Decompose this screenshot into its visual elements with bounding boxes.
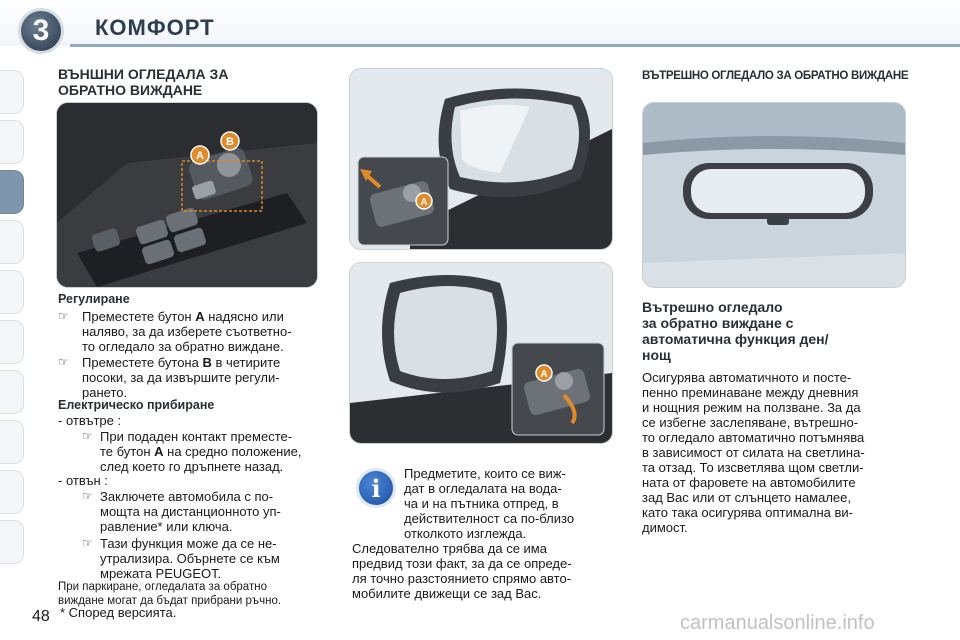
adjust-item-2: ☞ Преместете бутона B в четирите посоки, за да извършите регули- рането. (58, 355, 281, 400)
label-a: A (196, 150, 204, 162)
mirror-photo-top (349, 68, 613, 250)
page-number: 48 (32, 608, 50, 625)
pointing-hand-icon: ☞ (58, 355, 69, 369)
info-note-indented: Предметите, които се виж- дат в огледалата на вода- ча и на пътника отпред, в действителност са по-близо отколкото изглежда. (404, 466, 575, 541)
pointing-hand-icon: ☞ (82, 489, 93, 503)
pointing-hand-icon: ☞ (82, 536, 93, 550)
header-rule (70, 44, 960, 47)
watermark: carmanualsonline.info (680, 612, 875, 634)
adjust-item-1: ☞ Преместете бутон A надясно или наляво, за да изберете съответно- то огледало за обратно виждане. (58, 309, 292, 354)
inside-item: ☞ При подаден контакт преместе- те бутон A на средно положение, след което го дръпнете назад. (82, 429, 302, 474)
pointing-hand-icon: ☞ (82, 429, 93, 443)
chapter-title: КОМФОРТ (95, 15, 215, 40)
fold-heading: Електрическо прибиране (58, 398, 215, 412)
chapter-tab-7[interactable] (0, 370, 24, 414)
footnote: * Според версията. (60, 605, 177, 620)
exterior-mirrors-title: ВЪНШНИ ОГЛЕДАЛА ЗА ОБРАТНО ВИЖДАНЕ (58, 66, 229, 98)
outside-item-1: ☞ Заключете автомобила с по- мощта на дистанционното уп- равление* или ключа. (82, 489, 281, 534)
chapter-tab-2[interactable] (0, 120, 24, 164)
chapter-number-badge: 3 (18, 8, 64, 54)
inside-label: - отвътре : (58, 413, 122, 428)
chapter-tab-8[interactable] (0, 420, 24, 464)
chapter-tab-3-active[interactable] (0, 170, 24, 214)
chapter-tab-9[interactable] (0, 470, 24, 514)
interior-mirror-subtitle: Вътрешно огледало за обратно виждане с автоматична функция ден/ нощ (642, 299, 829, 363)
chapter-tab-6[interactable] (0, 320, 24, 364)
parking-note: При паркиране, огледалата за обратно виждане могат да бъдат прибрани ръчно. (58, 581, 282, 607)
outside-label: - отвън : (58, 473, 108, 488)
outside-item-2: ☞ Тази функция може да се не- утрализира. Обърнете се към мрежата PEUGEOT. (82, 536, 280, 581)
interior-mirror-title: ВЪТРЕШНО ОГЛЕДАЛО ЗА ОБРАТНО ВИЖДАНЕ (642, 70, 909, 82)
chapter-tab-1[interactable] (0, 70, 24, 114)
pointing-hand-icon: ☞ (58, 309, 69, 323)
label-b: B (226, 136, 234, 148)
interior-mirror-description: Осигурява автоматичното и посте- пенно преминаване между дневния и нощния режим на ползване. За да се избегне заслепяване, вътрешно- то огледало автоматично потъмнява в зависимост от силата на светлина- та отзад. То изсветлява щом светли- ната от фаровете на автомобилите зад Вас или от слънцето намалее, като така осигурява оптимална ви- димост. (642, 370, 865, 535)
chapter-tab-5[interactable] (0, 270, 24, 314)
interior-mirror-photo (642, 102, 906, 288)
label-a: A (540, 369, 548, 380)
adjust-heading: Регулиране (58, 292, 130, 306)
info-note-full: Следователно трябва да се има предвид този факт, за да се опреде- ля точно разстоянието спрямо авто- мобилите движещи се зад Вас. (352, 541, 572, 601)
label-a: A (420, 197, 428, 208)
chapter-tab-10[interactable] (0, 520, 24, 564)
chapter-tab-4[interactable] (0, 220, 24, 264)
door-controls-photo (56, 102, 318, 288)
info-icon: i (356, 468, 396, 508)
mirror-photo-bottom (349, 262, 613, 444)
